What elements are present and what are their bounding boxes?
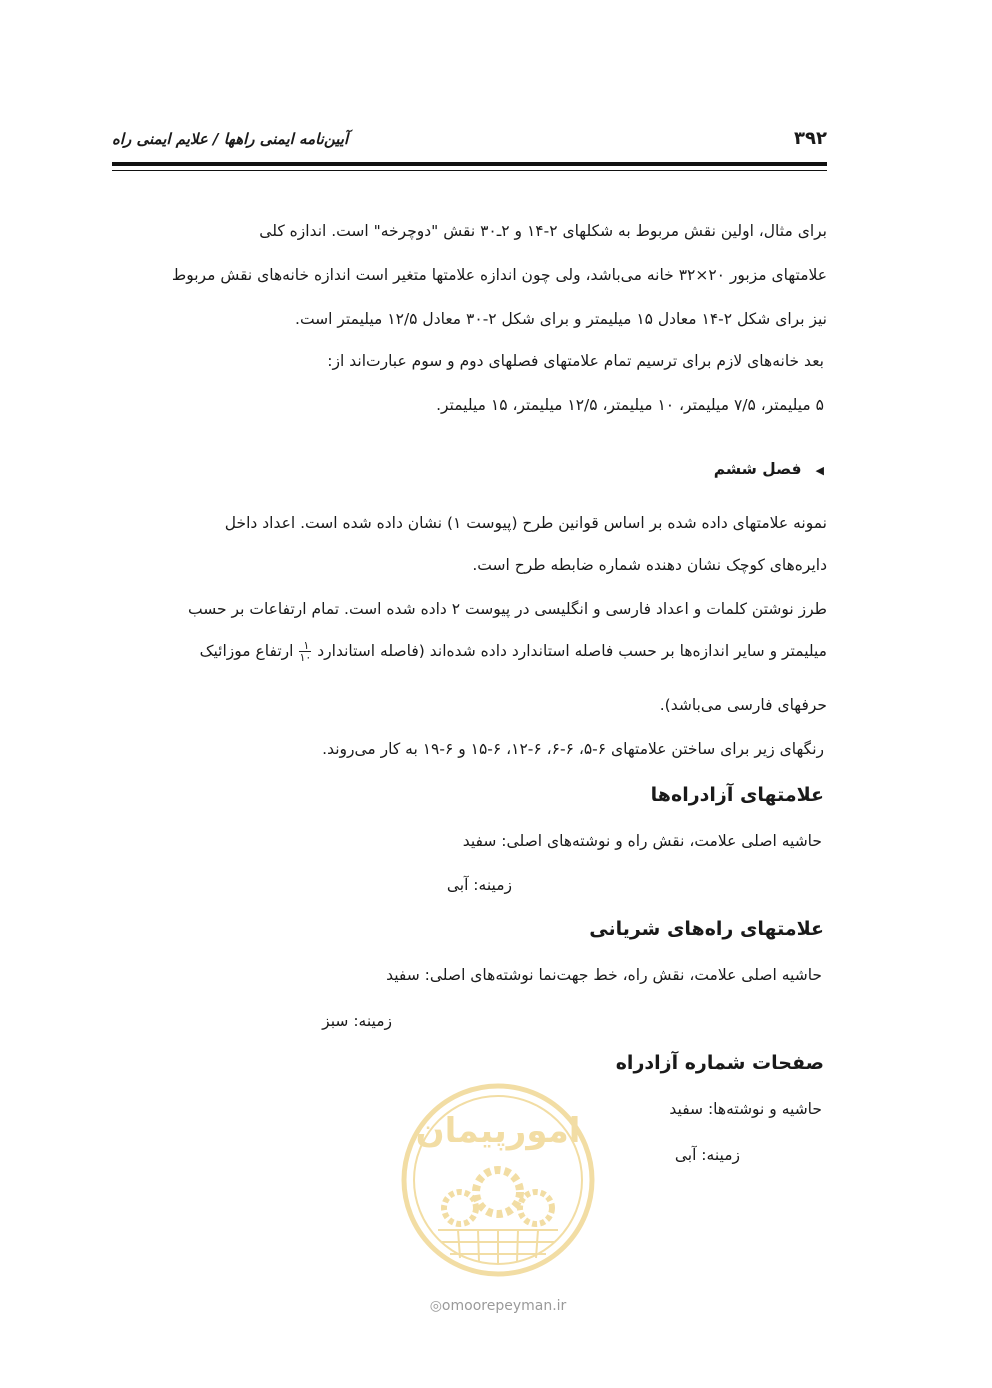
para4-line2 (112, 640, 827, 663)
para4-line1: طرز نوشتن کلمات و اعداد فارسی و انگلیسی در پیوست ۲ داده شده است. تمام ارتفاعات بر حسب (188, 600, 827, 618)
header-rule-thick (112, 162, 827, 166)
plates-heading: صفحات شماره آزادراه (615, 1052, 824, 1074)
arterial-border-line: حاشیه اصلی علامت، نقش راه، خط جهت‌نما نوشته‌های اصلی: سفید (386, 966, 822, 984)
para1-line3: نیز برای شکل ۲-۱۴ معادل ۱۵ میلیمتر و برای شکل ۲-۳۰ معادل ۱۲/۵ میلیمتر است. (295, 310, 827, 328)
page-number: ۳۹۲ (794, 128, 827, 149)
page-header (112, 124, 827, 154)
freeway-bg-line: زمینه: آبی (446, 876, 512, 894)
triangle-bullet-icon: ◀ (815, 464, 824, 477)
para2-line1: بعد خانه‌های لازم برای ترسیم تمام علامتهای فصلهای دوم و سوم عبارت‌اند از: (327, 352, 824, 370)
header-rule-thin (112, 170, 827, 171)
running-title: آیین‌نامه ایمنی راهها / علایم ایمنی راه (112, 130, 349, 148)
freeway-heading: علامتهای آزادراه‌ها (650, 784, 824, 806)
para4-line3: حرفهای فارسی می‌باشد). (659, 696, 827, 714)
section-heading (714, 460, 824, 478)
para3-line2: دایره‌های کوچک نشان دهنده شماره ضابطه طرح است. (472, 556, 827, 574)
watermark-logo (398, 1080, 598, 1280)
arterial-heading: علامتهای راه‌های شریانی (589, 918, 824, 940)
watermark-url-text: omoorepeyman.ir (441, 1298, 567, 1314)
para4-line2-after: ارتفاع موزائیک (199, 642, 294, 660)
watermark-logo-text: امورپیمان (415, 1111, 581, 1151)
watermark-globe-icon: ◎ (429, 1298, 442, 1314)
fraction-denominator: ۱۰ (299, 651, 312, 664)
plates-bg-line: زمینه: آبی (674, 1146, 740, 1164)
freeway-border-line: حاشیه اصلی علامت، نقش راه و نوشته‌های اصلی: سفید (462, 832, 822, 850)
para4-line2-before: میلیمتر و سایر اندازه‌ها بر حسب فاصله استاندارد داده شده‌اند (فاصله استاندارد (317, 642, 827, 660)
para2-line2: ۵ میلیمتر، ۷/۵ میلیمتر، ۱۰ میلیمتر، ۱۲/۵ میلیمتر، ۱۵ میلیمتر. (436, 396, 824, 414)
para3-line1: نمونه علامتهای داده شده بر اساس قوانین طرح (پیوست ۱) نشان داده شده است. اعداد داخل (224, 514, 827, 532)
fraction-numerator: ۱ (299, 640, 311, 652)
para1-line2: علامتهای مزبور ۲۰×۳۲ خانه می‌باشد، ولی چون اندازه علامتها متغیر است اندازه خانه‌های نقش مربوط (171, 266, 827, 284)
arterial-bg-line: زمینه: سبز (322, 1012, 392, 1030)
para1-line1: برای مثال، اولین نقش مربوط به شکلهای ۲-۱۴ و ۲ـ۳۰ نقش "دوچرخه" است. اندازه کلی (259, 222, 827, 240)
para5-line: رنگهای زیر برای ساختن علامتهای ۶-۵، ۶-۶، ۶-۱۲، ۶-۱۵ و ۶-۱۹ به کار می‌روند. (322, 740, 824, 758)
plates-border-line: حاشیه و نوشته‌ها: سفید (669, 1100, 822, 1118)
section-heading-text: فصل ششم (713, 460, 802, 478)
watermark-url (398, 1298, 598, 1314)
fraction (299, 640, 311, 663)
